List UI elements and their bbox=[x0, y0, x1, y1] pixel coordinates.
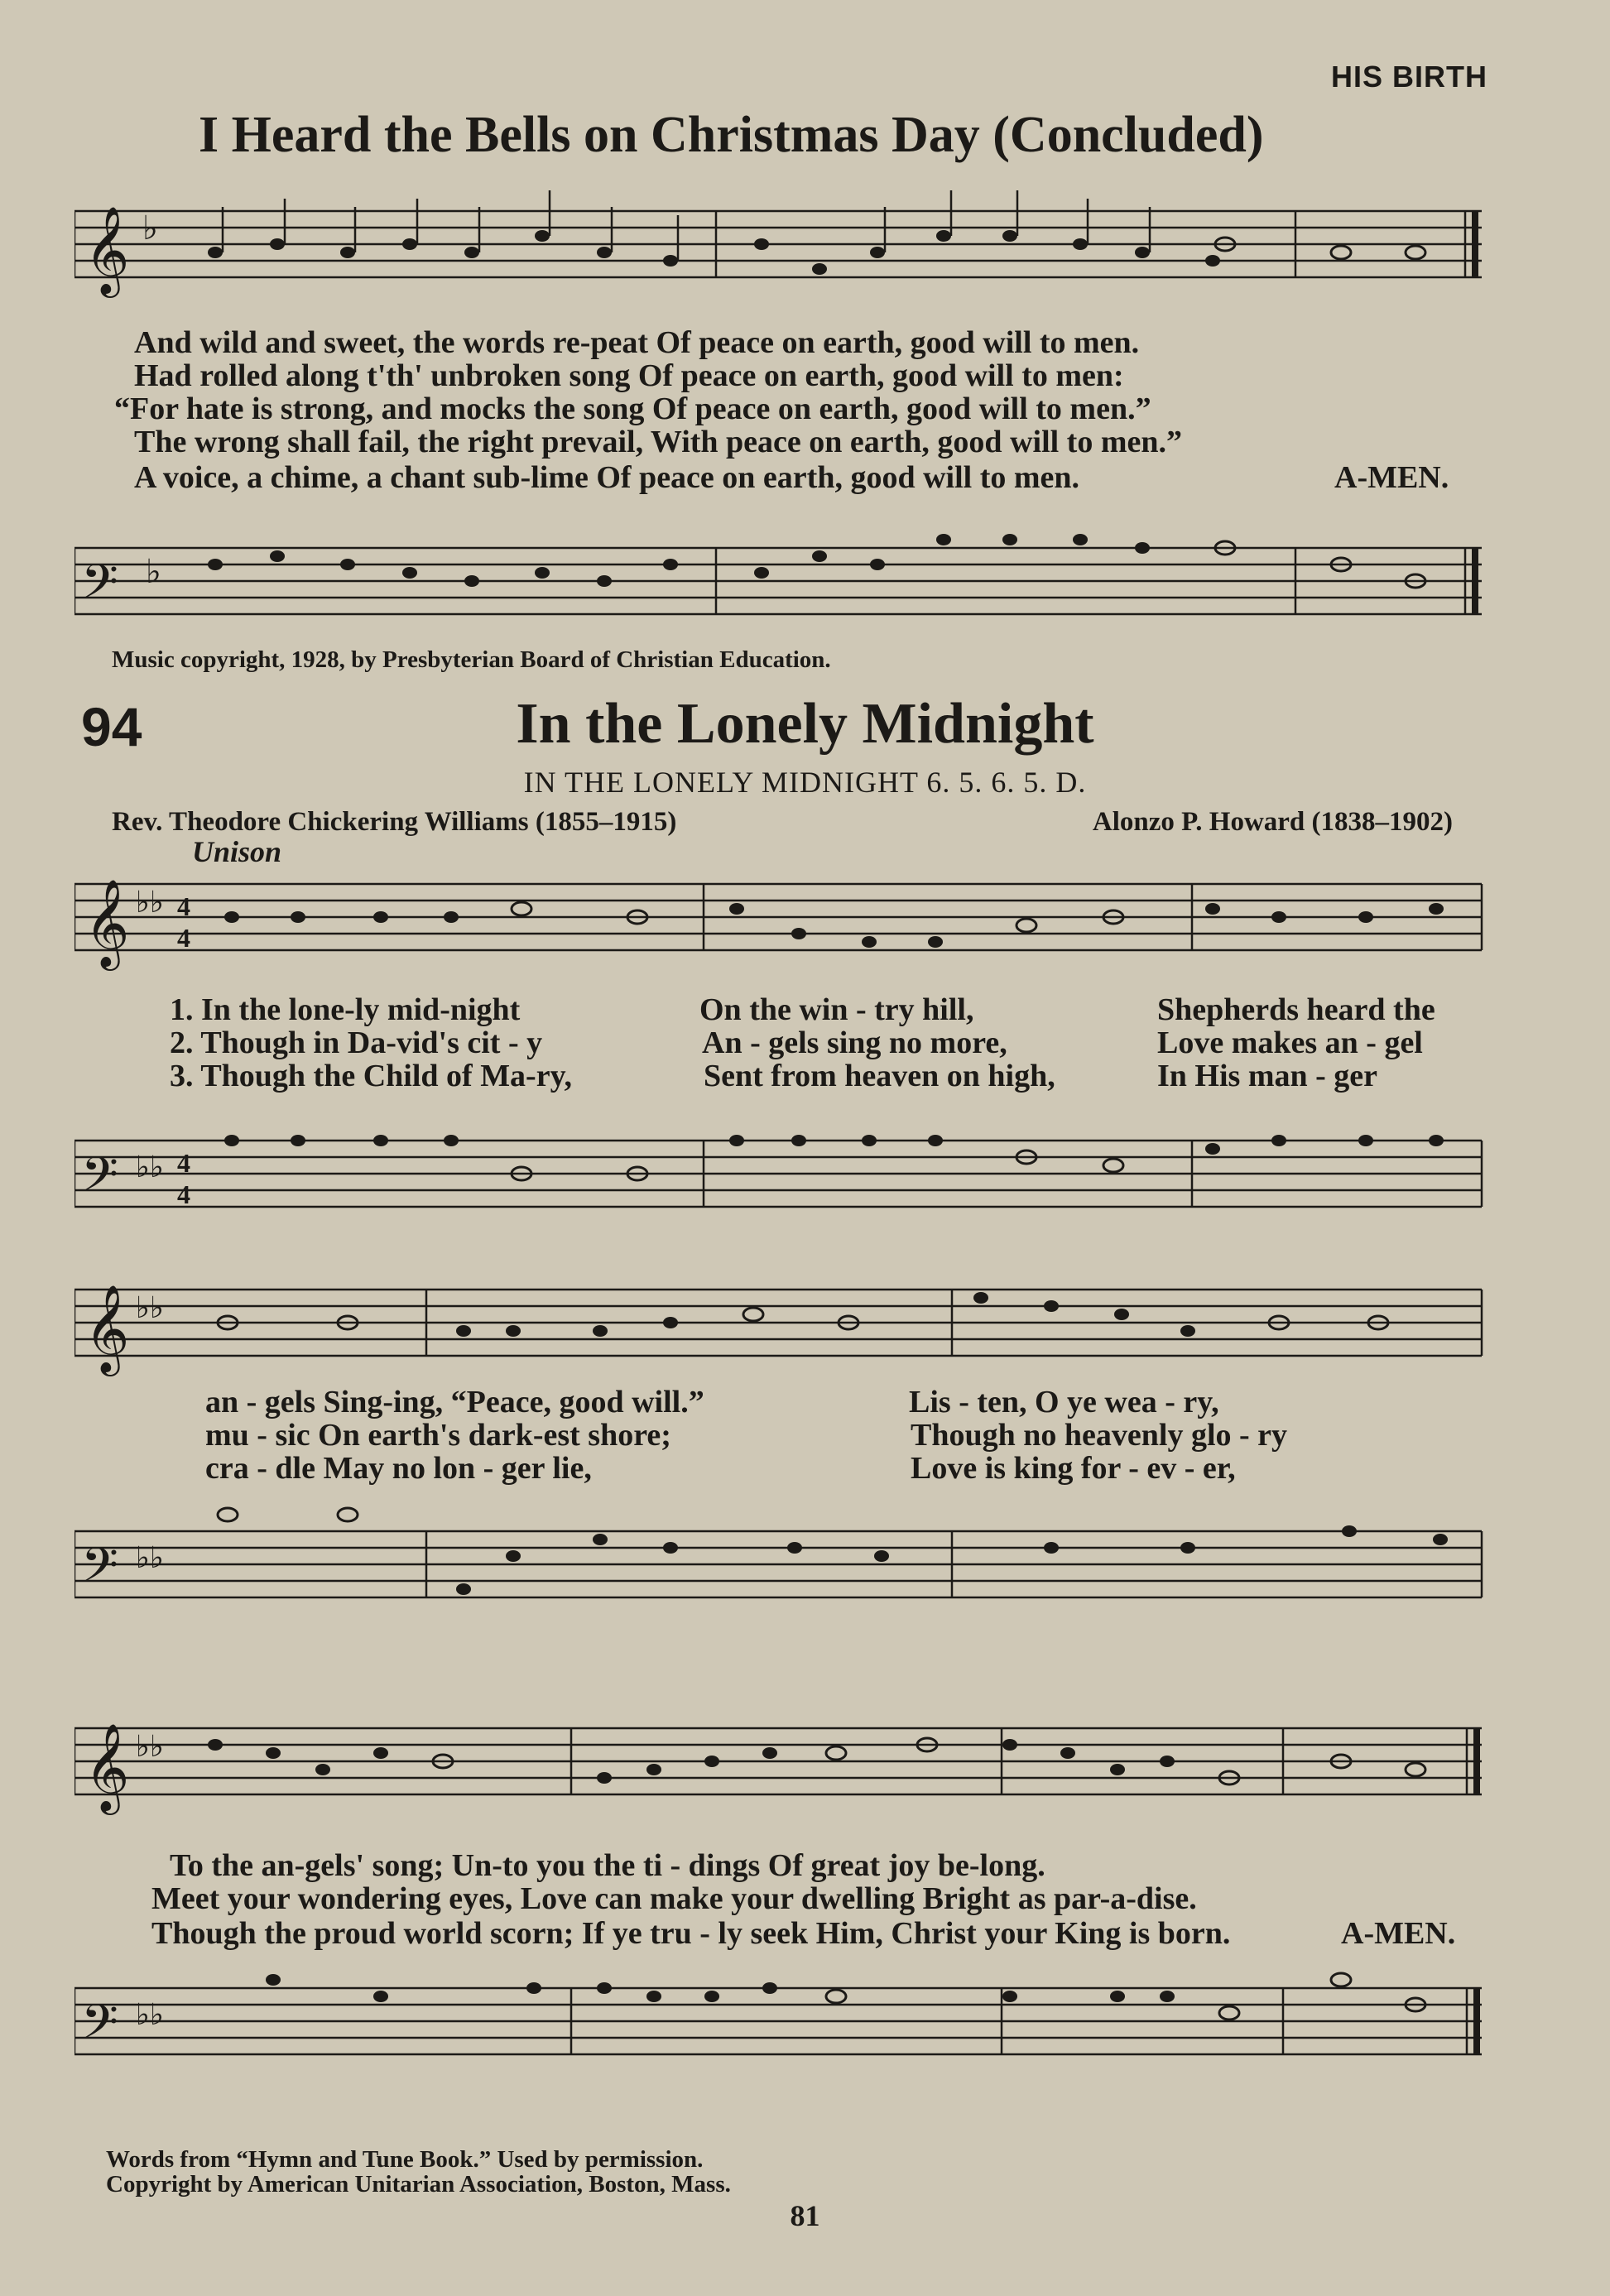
svg-text:4: 4 bbox=[177, 1148, 190, 1178]
svg-text:𝄞: 𝄞 bbox=[84, 878, 130, 967]
s2-l3-part1: cra - dle May no lon - ger lie, bbox=[205, 1451, 592, 1486]
hymn-94-composer: Alonzo P. Howard (1838–1902) bbox=[1092, 807, 1453, 837]
svg-text:4: 4 bbox=[177, 1179, 190, 1209]
hymn-93-verse-3: “For hate is strong, and mocks the song Of peace on earth, good will to men.” bbox=[114, 391, 1151, 426]
hymn-93-copyright: Music copyright, 1928, by Presbyterian Board of Christian Education. bbox=[112, 646, 831, 673]
s3-line3: Though the proud world scorn; If ye tru - ly seek Him, Christ your King is born. bbox=[151, 1916, 1231, 1951]
hymn-94-tune: IN THE LONELY MIDNIGHT 6. 5. 6. 5. D. bbox=[523, 766, 1087, 799]
svg-text:𝄢: 𝄢 bbox=[81, 1537, 119, 1605]
credits-line-1: Words from “Hymn and Tune Book.” Used by permission. bbox=[106, 2146, 704, 2173]
system-2-treble-staff bbox=[74, 1256, 1483, 1381]
running-head: HIS BIRTH bbox=[1331, 60, 1487, 94]
s1-l2-part2: An - gels sing no more, bbox=[702, 1026, 1007, 1060]
svg-text:𝄞: 𝄞 bbox=[84, 1284, 130, 1372]
svg-text:4: 4 bbox=[177, 891, 190, 921]
svg-text:𝄢: 𝄢 bbox=[81, 554, 119, 622]
system-1-bass-staff bbox=[74, 1107, 1483, 1232]
svg-text:♭♭: ♭♭ bbox=[136, 1541, 164, 1575]
hymn-93-verse-2: Had rolled along t'th' unbroken song Of peace on earth, good will to men: bbox=[134, 358, 1124, 393]
hymn-93-treble-staff bbox=[74, 186, 1483, 310]
hymn-94-number: 94 bbox=[81, 696, 142, 757]
hymn-94-credits bbox=[106, 2147, 731, 2197]
hymn-94-amen: A-MEN. bbox=[1341, 1916, 1456, 1951]
s2-l1-part1: an - gels Sing-ing, “Peace, good will.” bbox=[205, 1385, 704, 1419]
s2-l1-part2: Lis - ten, O ye wea - ry, bbox=[909, 1385, 1219, 1419]
s1-l3-part1: 3. Though the Child of Ma-ry, bbox=[170, 1059, 572, 1093]
svg-text:4: 4 bbox=[177, 923, 190, 953]
s3-line2: Meet your wondering eyes, Love can make your dwelling Bright as par-a-dise. bbox=[151, 1881, 1197, 1916]
svg-text:♭: ♭ bbox=[142, 209, 158, 247]
hymn-93-verse-4: The wrong shall fail, the right prevail, With peace on earth, good will to men.” bbox=[134, 425, 1182, 459]
svg-text:♭: ♭ bbox=[146, 553, 161, 591]
s1-l2-part3: Love makes an - gel bbox=[1157, 1026, 1423, 1060]
svg-text:𝄞: 𝄞 bbox=[84, 1722, 130, 1811]
system-1-treble-staff bbox=[74, 867, 1483, 992]
s1-l1-part3: Shepherds heard the bbox=[1157, 992, 1435, 1027]
s1-l1-part2: On the win - try hill, bbox=[699, 992, 974, 1027]
hymn-93-title: I Heard the Bells on Christmas Day (Concluded) bbox=[199, 107, 1264, 163]
svg-text:𝄢: 𝄢 bbox=[81, 1994, 119, 2062]
svg-text:𝄞: 𝄞 bbox=[84, 205, 130, 294]
hymn-94-title: In the Lonely Midnight bbox=[516, 692, 1094, 756]
system-2-bass-staff bbox=[74, 1498, 1483, 1622]
hymn-93-verse-5: A voice, a chime, a chant sub-lime Of peace on earth, good will to men. bbox=[134, 460, 1080, 495]
hymn-93-verse-1: And wild and sweet, the words re-peat Of peace on earth, good will to men. bbox=[134, 325, 1140, 360]
s3-line1: To the an-gels' song; Un-to you the ti - dings Of great joy be-long. bbox=[170, 1848, 1045, 1883]
hymn-94-author: Rev. Theodore Chickering Williams (1855–1915) bbox=[112, 807, 677, 837]
svg-text:♭♭: ♭♭ bbox=[136, 886, 164, 920]
system-3-treble-staff bbox=[74, 1703, 1483, 1828]
s1-l3-part2: Sent from heaven on high, bbox=[704, 1059, 1055, 1093]
svg-text:♭♭: ♭♭ bbox=[136, 1998, 164, 2032]
svg-text:𝄢: 𝄢 bbox=[81, 1146, 119, 1214]
system-3-bass-staff bbox=[74, 1963, 1483, 2087]
svg-text:♭♭: ♭♭ bbox=[136, 1730, 164, 1764]
hymn-94-direction: Unison bbox=[192, 835, 282, 868]
hymn-93-amen: A-MEN. bbox=[1334, 460, 1449, 495]
svg-text:♭♭: ♭♭ bbox=[136, 1291, 164, 1325]
s1-l3-part3: In His man - ger bbox=[1157, 1059, 1377, 1093]
s2-l2-part1: mu - sic On earth's dark-est shore; bbox=[205, 1418, 671, 1453]
hymn-93-bass-staff bbox=[74, 507, 1483, 631]
s1-l1-part1: 1. In the lone-ly mid-night bbox=[170, 992, 521, 1027]
s2-l3-part2: Love is king for - ev - er, bbox=[911, 1451, 1236, 1486]
svg-text:♭♭: ♭♭ bbox=[136, 1150, 164, 1184]
page-number: 81 bbox=[790, 2199, 820, 2232]
credits-line-2: Copyright by American Unitarian Association, Boston, Mass. bbox=[106, 2171, 731, 2198]
s2-l2-part2: Though no heavenly glo - ry bbox=[911, 1418, 1288, 1453]
s1-l2-part1: 2. Though in Da-vid's cit - y bbox=[170, 1026, 543, 1060]
